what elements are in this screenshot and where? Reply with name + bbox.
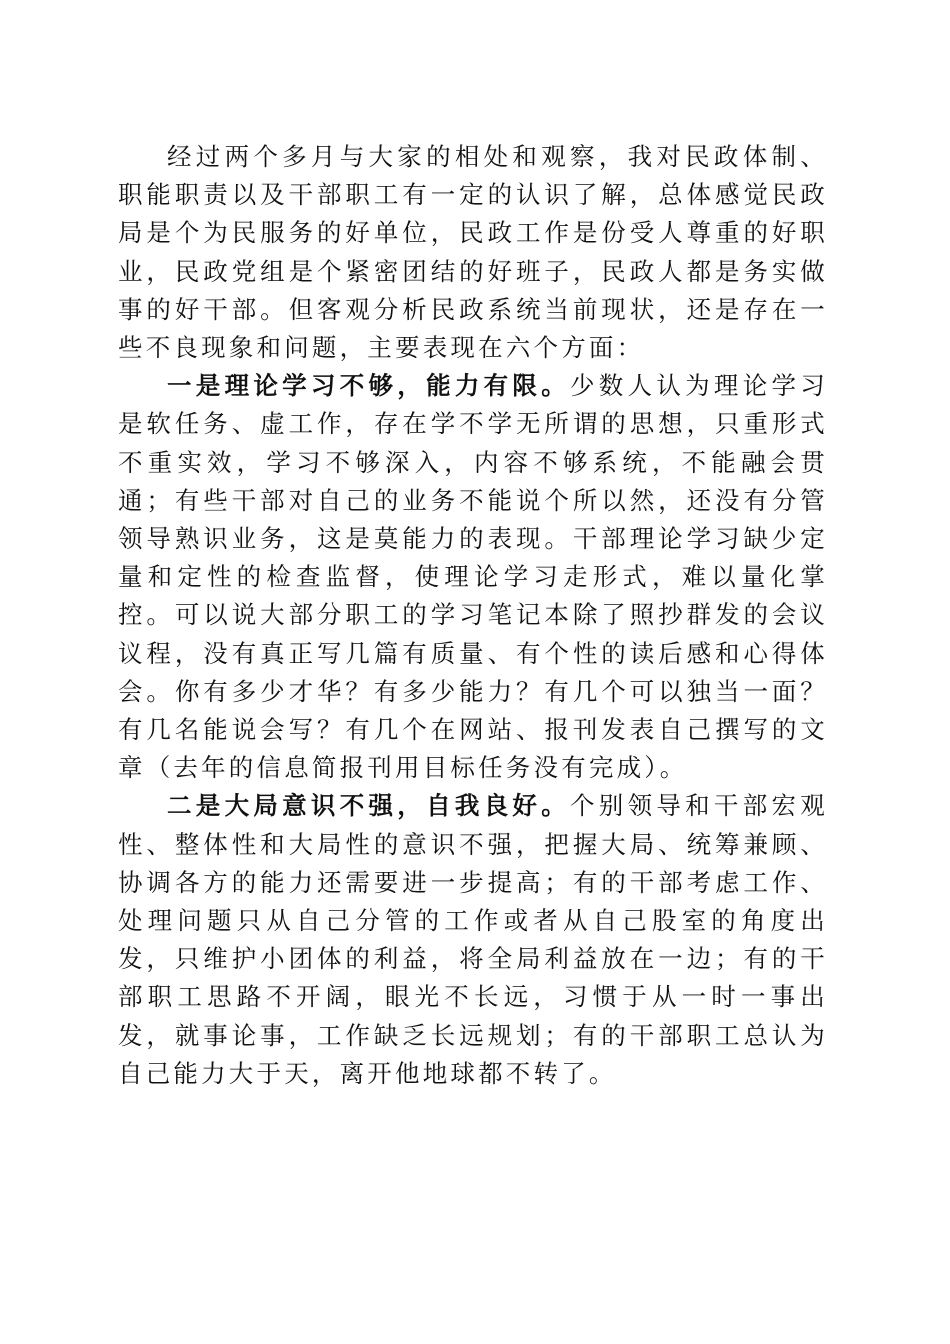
document-body bbox=[118, 138, 828, 1093]
paragraph-point-two bbox=[118, 787, 828, 1093]
point-one-heading: 一是理论学习不够，能力有限。 bbox=[167, 371, 570, 401]
paragraph-point-one bbox=[118, 367, 828, 787]
paragraph-intro-text: 经过两个多月与大家的相处和观察，我对民政体制、职能职责以及干部职工有一定的认识了解，总体感觉民政局是个为民服务的好单位，民政工作是份受人尊重的好职业，民政党组是个紧密团结的好班子，民政人都是务实做事的好干部。但客观分析民政系统当前现状，还是存在一些不良现象和问题，主要表现在六个方面： bbox=[118, 142, 828, 363]
point-two-heading: 二是大局意识不强，自我良好。 bbox=[167, 791, 570, 821]
paragraph-intro bbox=[118, 138, 828, 367]
point-two-text: 个别领导和干部宏观性、整体性和大局性的意识不强，把握大局、统筹兼顾、协调各方的能力还需要进一步提高；有的干部考虑工作、处理问题只从自己分管的工作或者从自己股室的角度出发，只维护小团体的利益，将全局利益放在一边；有的干部职工思路不开阔，眼光不长远，习惯于从一时一事出发，就事论事，工作缺乏长远规划；有的干部职工总认为自己能力大于天，离开他地球都不转了。 bbox=[118, 791, 828, 1088]
point-one-text: 少数人认为理论学习是软任务、虚工作，存在学不学无所谓的思想，只重形式不重实效，学习不够深入，内容不够系统，不能融会贯通；有些干部对自己的业务不能说个所以然，还没有分管领导熟识业务，这是莫能力的表现。干部理论学习缺少定量和定性的检查监督，使理论学习走形式，难以量化掌控。可以说大部分职工的学习笔记本除了照抄群发的会议议程，没有真正写几篇有质量、有个性的读后感和心得体会。你有多少才华？有多少能力？有几个可以独当一面？有几名能说会写？有几个在网站、报刊发表自己撰写的文章（去年的信息简报刊用目标任务没有完成）。 bbox=[118, 371, 828, 783]
